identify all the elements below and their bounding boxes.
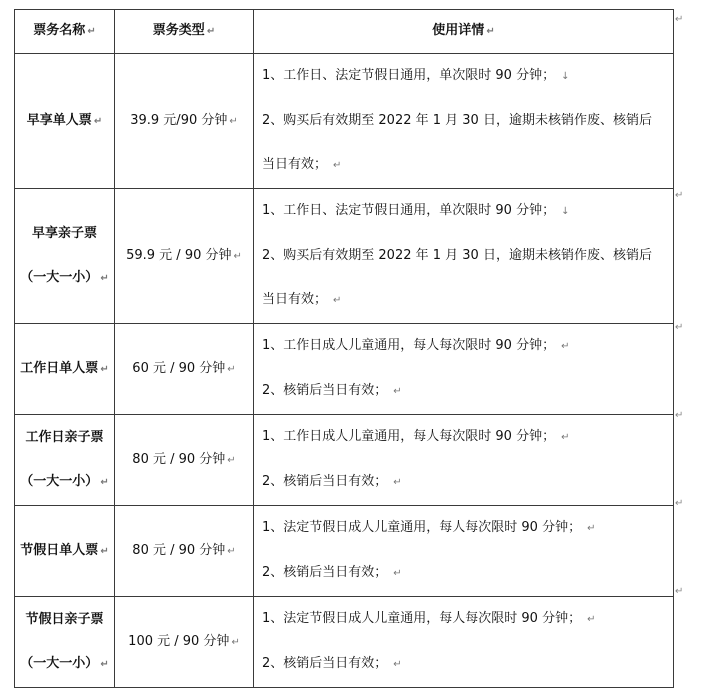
paragraph-mark: ↵ [333, 160, 342, 171]
paragraph-mark: ↵ [561, 341, 570, 352]
row-end-mark: ↵ [675, 586, 684, 597]
paragraph-mark: ↵ [227, 454, 236, 466]
paragraph-mark: ↵ [561, 432, 570, 443]
line-break-mark: ↓ [561, 206, 570, 217]
paragraph-mark: ↵ [229, 115, 238, 127]
ticket-name-text: 早享单人票 [26, 112, 92, 128]
header-usage-details [254, 10, 674, 54]
usage-detail-text: 2、购买后有效期至 2022 年 1 月 30 日，逾期未核销作废、核销后 [262, 113, 652, 128]
paragraph-mark: ↵ [100, 658, 109, 670]
usage-detail-text: 2、核销后当日有效； [262, 383, 388, 398]
ticket-name-line [15, 416, 114, 460]
ticket-row [15, 189, 674, 324]
usage-detail-line [262, 189, 667, 234]
usage-details-cell [254, 189, 674, 324]
paragraph-mark: ↵ [231, 636, 240, 648]
usage-detail-line [262, 369, 667, 414]
row-end-mark: ↵ [675, 14, 684, 25]
ticket-type-text: 59.9 元 / 90 分钟 [126, 247, 232, 263]
usage-detail-line [262, 551, 667, 596]
ticket-name-text: 工作日亲子票 [25, 429, 104, 445]
usage-detail-text: 1、工作日成人儿童通用，每人每次限时 90 分钟； [262, 338, 556, 353]
header-ticket-type-text: 票务类型 [152, 23, 205, 38]
paragraph-mark: ↵ [393, 659, 402, 670]
paragraph-mark: ↵ [393, 477, 402, 488]
usage-detail-text: 1、法定节假日成人儿童通用，每人每次限时 90 分钟； [262, 611, 582, 626]
usage-detail-line [262, 324, 667, 369]
header-ticket-name [15, 10, 115, 54]
ticket-name-line [15, 99, 114, 144]
paragraph-mark: ↵ [100, 545, 109, 557]
ticket-pricing-table [14, 9, 674, 688]
ticket-type-cell [115, 506, 254, 597]
ticket-name-text: （一大一小） [20, 269, 99, 285]
usage-detail-text: 当日有效； [262, 292, 328, 307]
paragraph-mark: ↵ [393, 568, 402, 579]
ticket-type-cell [115, 54, 254, 189]
usage-detail-line [262, 99, 667, 143]
usage-detail-text: 1、工作日成人儿童通用，每人每次限时 90 分钟； [262, 429, 556, 444]
ticket-name-text: 早享亲子票 [31, 225, 97, 241]
row-end-mark: ↵ [675, 410, 684, 421]
usage-detail-text: 当日有效； [262, 157, 328, 172]
ticket-name-cell [15, 415, 115, 506]
ticket-type-text: 100 元 / 90 分钟 [128, 633, 230, 649]
ticket-row [15, 54, 674, 189]
ticket-type-cell [115, 415, 254, 506]
paragraph-mark: ↵ [486, 26, 495, 37]
paragraph-mark: ↵ [100, 272, 109, 284]
usage-detail-text: 1、工作日、法定节假日通用，单次限时 90 分钟； [262, 68, 556, 83]
ticket-name-cell [15, 597, 115, 688]
usage-details-cell [254, 54, 674, 189]
ticket-name-line [15, 212, 114, 256]
ticket-row [15, 415, 674, 506]
usage-detail-text: 2、购买后有效期至 2022 年 1 月 30 日，逾期未核销作废、核销后 [262, 248, 652, 263]
ticket-row [15, 506, 674, 597]
paragraph-mark: ↵ [100, 363, 109, 375]
ticket-type-cell [115, 324, 254, 415]
ticket-name-cell [15, 54, 115, 189]
usage-detail-line [262, 415, 667, 460]
paragraph-mark: ↵ [87, 26, 96, 37]
header-usage-details-text: 使用详情 [432, 23, 485, 38]
usage-detail-line [262, 278, 667, 323]
usage-detail-line [262, 234, 667, 278]
usage-detail-text: 2、核销后当日有效； [262, 474, 388, 489]
row-end-mark: ↵ [675, 498, 684, 509]
ticket-name-cell [15, 506, 115, 597]
ticket-row [15, 597, 674, 688]
usage-details-cell [254, 597, 674, 688]
ticket-type-text: 80 元 / 90 分钟 [132, 451, 226, 467]
paragraph-mark: ↵ [206, 26, 216, 37]
ticket-name-text: （一大一小） [20, 473, 99, 489]
usage-detail-text: 1、工作日、法定节假日通用，单次限时 90 分钟； [262, 203, 556, 218]
ticket-name-text: 节假日单人票 [20, 542, 99, 558]
usage-detail-text: 1、法定节假日成人儿童通用，每人每次限时 90 分钟； [262, 520, 582, 535]
usage-details-cell [254, 415, 674, 506]
usage-detail-line [262, 54, 667, 99]
paragraph-mark: ↵ [100, 476, 109, 488]
row-end-mark: ↵ [675, 322, 684, 333]
header-ticket-name-text: 票务名称 [33, 23, 86, 38]
ticket-name-line [15, 529, 114, 574]
usage-detail-line [262, 506, 667, 551]
paragraph-mark: ↵ [227, 363, 236, 375]
usage-detail-line [262, 642, 667, 687]
paragraph-mark: ↵ [93, 115, 103, 127]
ticket-name-text: 节假日亲子票 [25, 611, 104, 627]
row-end-mark: ↵ [675, 190, 684, 201]
paragraph-mark: ↵ [393, 386, 402, 397]
ticket-name-line [15, 256, 114, 301]
ticket-name-line [15, 598, 114, 642]
ticket-type-cell [115, 189, 254, 324]
ticket-name-line [15, 460, 114, 505]
ticket-type-cell [115, 597, 254, 688]
ticket-name-cell [15, 324, 115, 415]
ticket-type-text: 60 元 / 90 分钟 [132, 360, 226, 376]
ticket-name-cell [15, 189, 115, 324]
usage-detail-text: 2、核销后当日有效； [262, 565, 388, 580]
usage-detail-text: 2、核销后当日有效； [262, 656, 388, 671]
paragraph-mark: ↵ [587, 523, 596, 534]
paragraph-mark: ↵ [227, 545, 236, 557]
usage-details-cell [254, 506, 674, 597]
usage-detail-line [262, 597, 667, 642]
ticket-type-text: 80 元 / 90 分钟 [132, 542, 226, 558]
ticket-row [15, 324, 674, 415]
header-row [15, 10, 674, 54]
header-ticket-type [115, 10, 254, 54]
ticket-type-text: 39.9 元/90 分钟 [130, 112, 228, 128]
line-break-mark: ↓ [561, 71, 570, 82]
paragraph-mark: ↵ [333, 295, 342, 306]
ticket-name-line [15, 347, 114, 392]
paragraph-mark: ↵ [587, 614, 596, 625]
table-body [15, 10, 674, 688]
usage-detail-line [262, 143, 667, 188]
paragraph-mark: ↵ [233, 250, 242, 262]
ticket-name-text: 工作日单人票 [20, 360, 99, 376]
usage-detail-line [262, 460, 667, 505]
ticket-name-text: （一大一小） [20, 655, 99, 671]
usage-details-cell [254, 324, 674, 415]
